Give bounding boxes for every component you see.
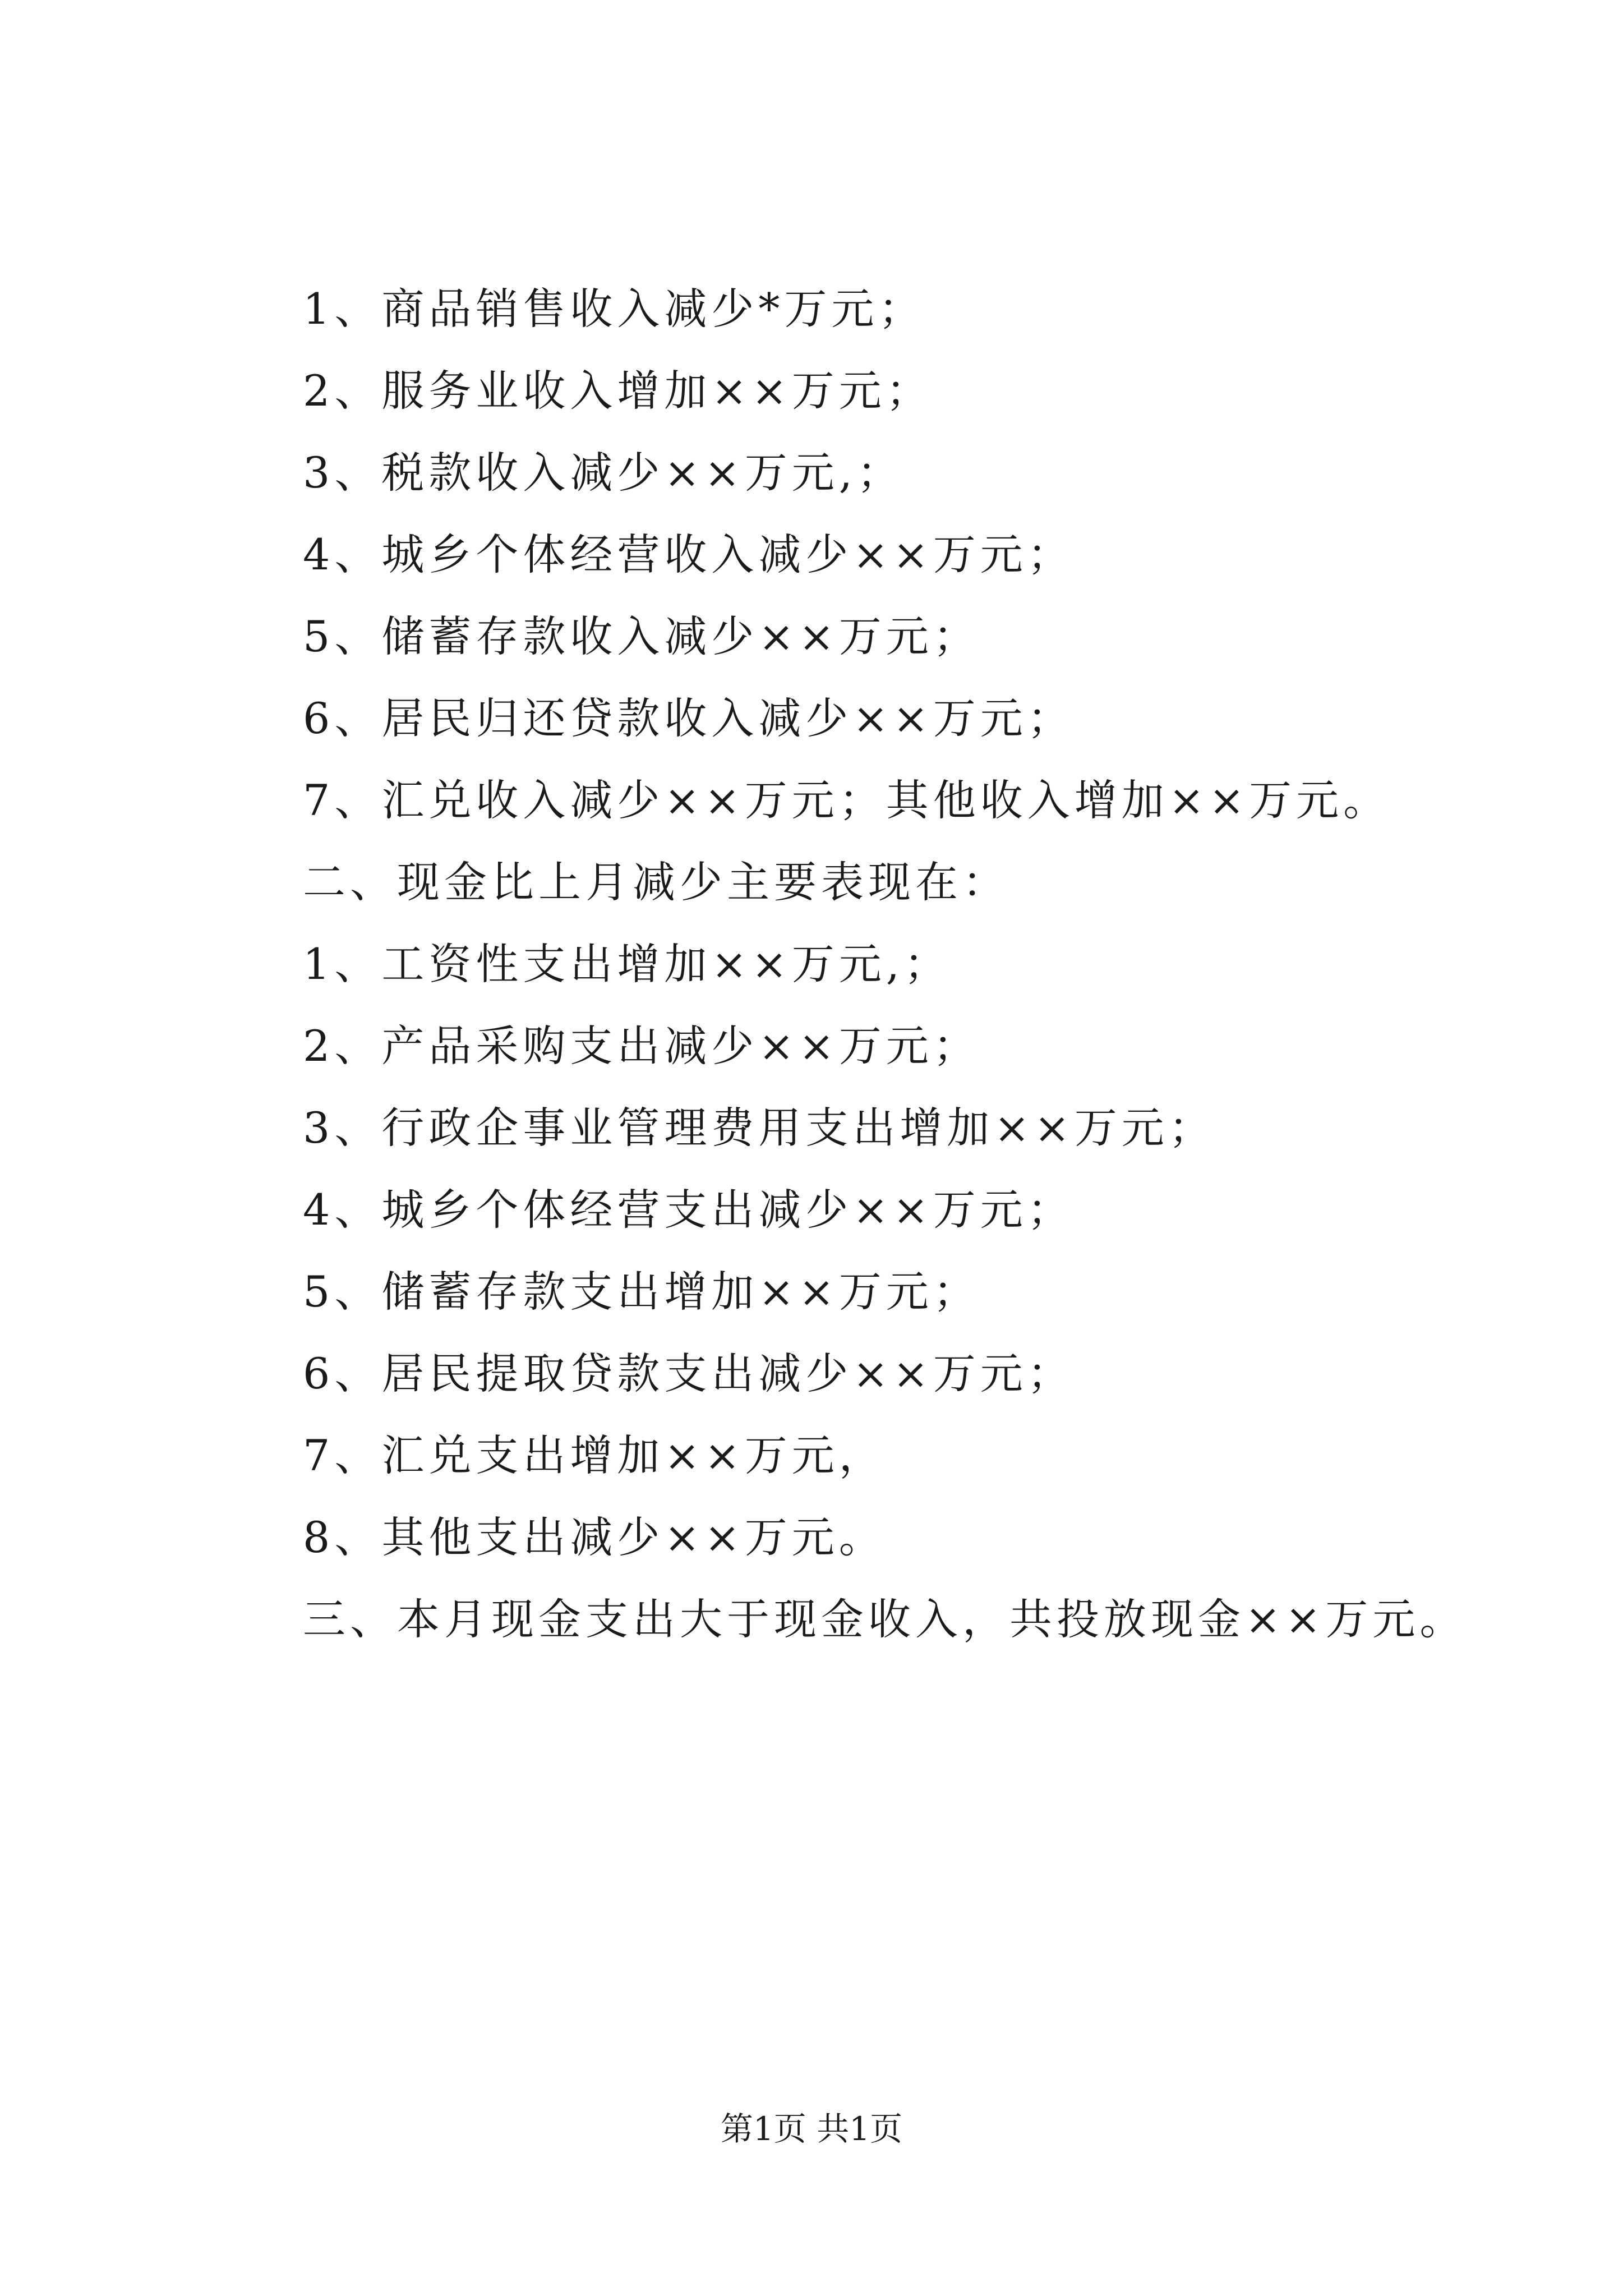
section-heading: 三、本月现金支出大于现金收入，共投放现金××万元。 — [303, 1594, 1467, 1644]
page-number-footer: 第1页 共1页 — [720, 2110, 903, 2148]
list-item: 3、税款收入减少××万元,； — [303, 448, 904, 498]
list-item: 2、服务业收入增加××万元； — [303, 366, 933, 416]
list-item: 4、城乡个体经营收入减少××万元； — [303, 530, 1075, 579]
list-item: 5、储蓄存款支出增加××万元； — [303, 1267, 980, 1317]
list-item: 4、城乡个体经营支出减少××万元； — [303, 1185, 1075, 1235]
list-item: 6、居民提取贷款支出减少××万元； — [303, 1349, 1075, 1398]
document-body — [303, 268, 1467, 1660]
list-item: 5、储蓄存款收入减少××万元； — [303, 611, 980, 661]
list-item: 1、商品销售收入减少*万元； — [303, 284, 926, 334]
list-item: 2、产品采购支出减少××万元； — [303, 1021, 980, 1071]
list-item: 7、汇兑收入减少××万元；其他收入增加××万元。 — [303, 775, 1391, 825]
section-heading: 二、现金比上月减少主要表现在： — [303, 857, 1009, 907]
list-item: 3、行政企事业管理费用支出增加××万元； — [303, 1103, 1216, 1153]
list-item: 7、汇兑支出增加××万元， — [303, 1430, 886, 1480]
list-item: 1、工资性支出增加××万元,； — [303, 939, 951, 989]
list-item: 6、居民归还贷款收入减少××万元； — [303, 693, 1075, 743]
list-item: 8、其他支出减少××万元。 — [303, 1512, 886, 1562]
